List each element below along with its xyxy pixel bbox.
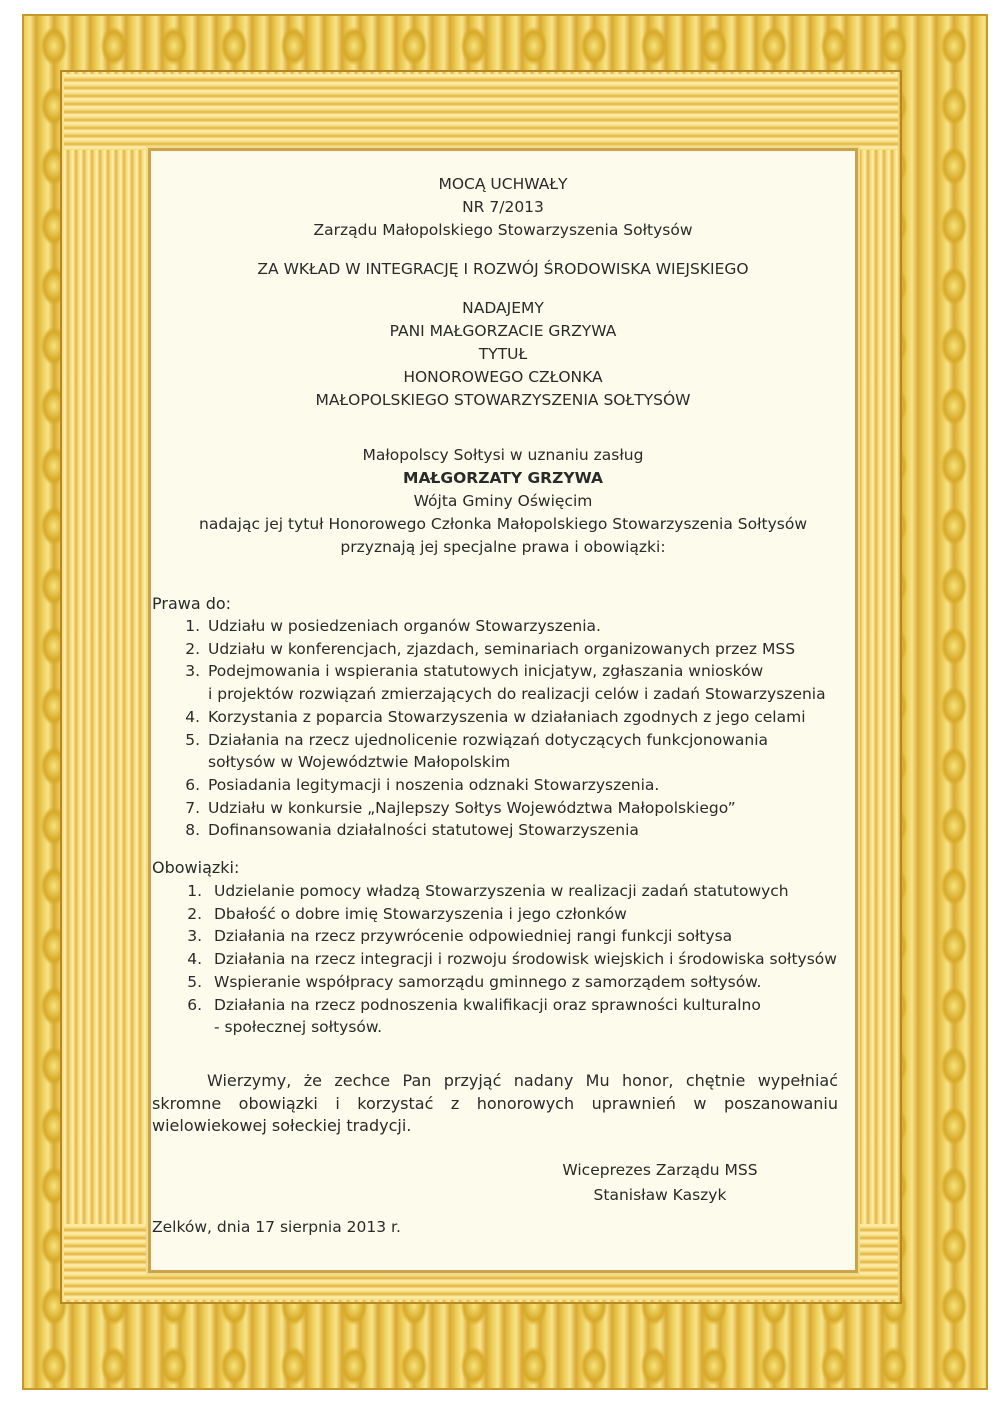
list-item (180, 615, 840, 638)
item-text: Dbałość o dobre imię Stowarzyszenia i jego członków (214, 904, 627, 923)
item-number: 3. (185, 662, 200, 681)
header-line-1: MOCĄ UCHWAŁY (438, 175, 568, 193)
item-text: Udziału w posiedzeniach organów Stowarzyszenia. (208, 617, 601, 635)
list-item (180, 1016, 840, 1039)
dedication: ZA WKŁAD W INTEGRACJĘ I ROZWÓJ ŚRODOWISKA WIEJSKIEGO (257, 260, 749, 278)
list-item (180, 994, 840, 1017)
intro-line-4: nadając jej tytuł Honorowego Członka Małopolskiego Stowarzyszenia Sołtysów (199, 515, 807, 533)
item-text: Działania na rzecz podnoszenia kwalifikacji oraz sprawności kulturalno (214, 995, 761, 1014)
rights-list (180, 615, 840, 842)
item-number: 1. (185, 617, 200, 635)
signature-name: Stanisław Kaszyk (593, 1186, 727, 1204)
signature-title: Wiceprezes Zarządu MSS (562, 1161, 758, 1179)
list-item (180, 797, 840, 820)
item-number: 2. (185, 639, 200, 658)
award-line-2: PANI MAŁGORZACIE GRZYWA (389, 322, 617, 340)
list-item (180, 660, 840, 683)
item-number: 4. (185, 707, 200, 726)
item-text: sołtysów w Województwie Małopolskim (208, 753, 511, 772)
list-item (180, 638, 840, 661)
intro-line-5: przyznają jej specjalne prawa i obowiązki: (340, 538, 666, 556)
award-line-3: TYTUŁ (478, 345, 528, 363)
item-text: Działania na rzecz ujednolicenie rozwiązań dotyczących funkcjonowania (208, 730, 769, 749)
item-number: 6. (185, 775, 200, 794)
item-text: Udzielanie pomocy władzą Stowarzyszenia w realizacji zadań statutowych (214, 882, 789, 900)
item-number: 3. (187, 927, 202, 946)
item-text: - społecznej sołtysów. (214, 1018, 383, 1037)
item-text: Działania na rzecz integracji i rozwoju środowisk wiejskich i środowiska sołtysów (214, 950, 837, 969)
item-text: Podejmowania i wspierania statutowych inicjatyw, zgłaszania wniosków (208, 662, 764, 681)
list-item (180, 880, 840, 903)
list-item (180, 971, 840, 994)
list-item (180, 706, 840, 729)
intro-line-3: Wójta Gminy Oświęcim (413, 492, 593, 510)
closing-paragraph: Wierzymy, że zechce Pan przyjąć nadany Mu honor, chętnie wypełniać skromne obowiązki i korzystać z honorowych uprawnień w poszanowaniu wielowiekowej sołeckiej tradycji. (152, 1071, 838, 1135)
duties-list (180, 880, 840, 1039)
item-text: Udziału w konferencjach, zjazdach, seminariach organizowanych przez MSS (208, 639, 796, 658)
item-number: 8. (185, 821, 200, 840)
item-text: i projektów rozwiązań zmierzających do realizacji celów i zadań Stowarzyszenia (208, 685, 826, 704)
honoree-name: MAŁGORZATY GRZYWA (403, 469, 603, 487)
list-item (180, 774, 840, 797)
item-number: 1. (187, 882, 202, 900)
item-number: 5. (185, 730, 200, 749)
rights-label: Prawa do: (152, 594, 232, 613)
item-number: 6. (187, 995, 202, 1014)
list-item (180, 903, 840, 926)
list-item (180, 925, 840, 948)
list-item (180, 948, 840, 971)
award-line-4: HONOROWEGO CZŁONKA (403, 368, 603, 386)
place-date: Zelków, dnia 17 sierpnia 2013 r. (152, 1218, 401, 1236)
item-text: Udziału w konkursie „Najlepszy Sołtys Województwa Małopolskiego” (208, 798, 736, 817)
list-item (180, 729, 840, 752)
item-text: Korzystania z poparcia Stowarzyszenia w działaniach zgodnych z jego celami (208, 707, 806, 726)
header-line-2: NR 7/2013 (462, 198, 544, 216)
item-text: Posiadania legitymacji i noszenia odznaki Stowarzyszenia. (208, 775, 660, 794)
item-number: 2. (187, 904, 202, 923)
intro-line-1: Małopolscy Sołtysi w uznaniu zasług (362, 446, 644, 464)
item-number: 4. (187, 950, 202, 969)
item-number: 7. (185, 798, 200, 817)
duties-label: Obowiązki: (152, 858, 240, 877)
header-line-3: Zarządu Małopolskiego Stowarzyszenia Sołtysów (313, 221, 693, 239)
signature-block (540, 1158, 780, 1208)
list-item (180, 683, 840, 706)
item-text: Wspieranie współpracy samorządu gminnego z samorządem sołtysów. (214, 972, 762, 991)
list-item (180, 819, 840, 842)
item-text: Dofinansowania działalności statutowej Stowarzyszenia (208, 821, 639, 840)
item-number: 5. (187, 972, 202, 991)
list-item (180, 751, 840, 774)
item-text: Działania na rzecz przywrócenie odpowiedniej rangi funkcji sołtysa (214, 927, 733, 946)
award-line-1: NADAJEMY (462, 299, 544, 317)
award-line-5: MAŁOPOLSKIEGO STOWARZYSZENIA SOŁTYSÓW (315, 391, 691, 409)
